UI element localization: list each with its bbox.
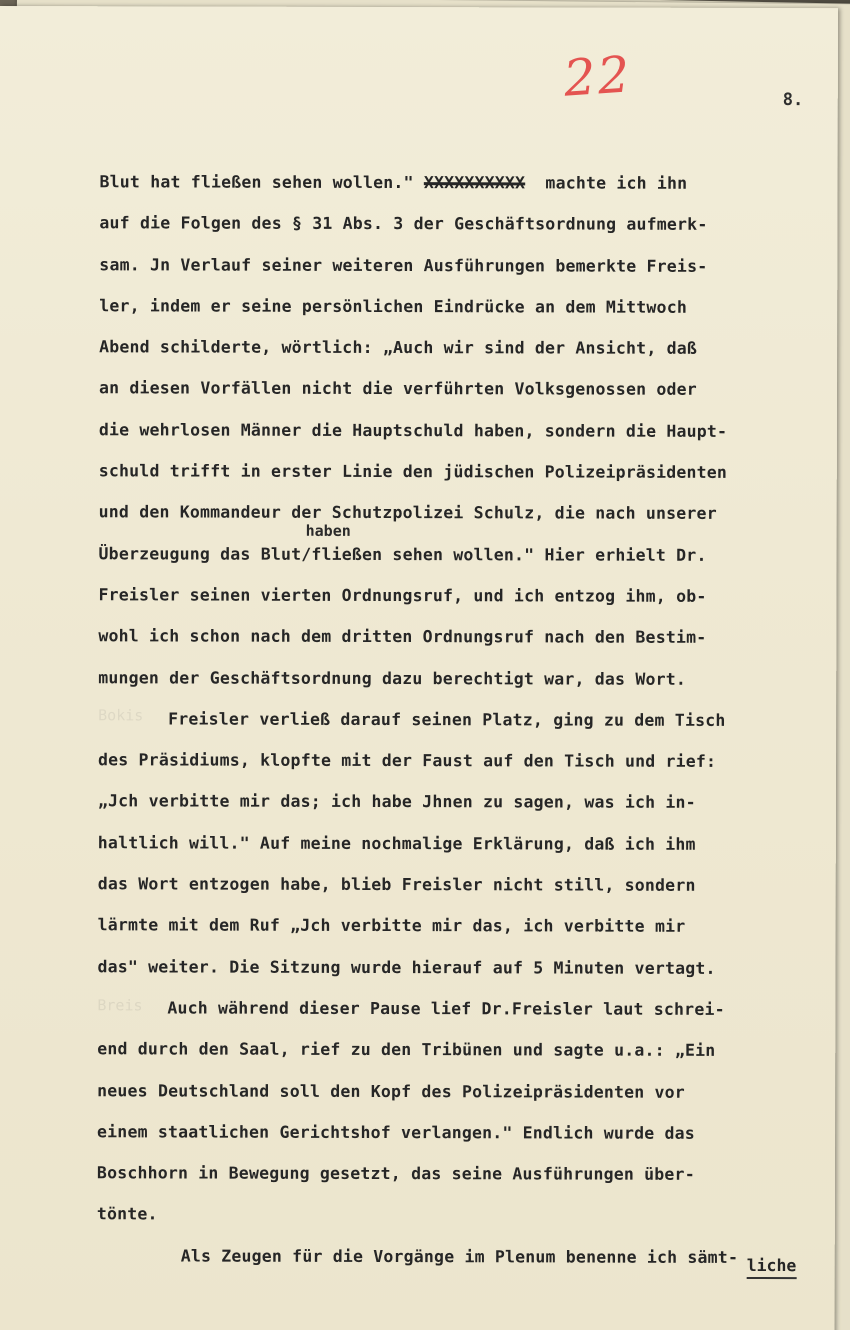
text-line-content: ler, indem er seine persönlichen Eindrücke an dem Mittwoch bbox=[99, 296, 688, 317]
text-line bbox=[97, 987, 847, 1030]
text-line bbox=[99, 244, 849, 287]
text-line bbox=[99, 368, 849, 411]
text-line bbox=[99, 409, 849, 452]
text-line-content: das" weiter. Die Sitzung wurde hierauf auf 5 Minuten vertagt. bbox=[97, 956, 716, 978]
text-line bbox=[99, 492, 849, 535]
text-line-content: lärmte mit dem Ruf „Jch verbitte mir das, ich verbitte mir bbox=[97, 915, 686, 937]
text-line-content: Als Zeugen für die Vorgänge im Plenum benenne ich sämt- bbox=[180, 1246, 739, 1267]
text-line-content: Boschhorn in Bewegung gesetzt, das seine Ausführungen über- bbox=[96, 1163, 695, 1184]
text-line bbox=[99, 161, 849, 204]
text-line-content: wohl ich schon nach dem dritten Ordnungsruf nach den Bestim- bbox=[98, 626, 707, 648]
text-line bbox=[99, 285, 849, 328]
text-line bbox=[98, 739, 848, 782]
text-line bbox=[97, 1235, 847, 1278]
text-line-content: Freisler seinen vierten Ordnungsruf, und ich entzog ihm, ob- bbox=[98, 585, 707, 606]
text-line-content: end durch den Saal, rief zu den Tribünen und sagte u.a.: „Ein bbox=[97, 1039, 716, 1061]
text-line bbox=[97, 1152, 847, 1195]
text-line-content: des Präsidiums, klopfte mit der Faust auf den Tisch und rief: bbox=[98, 750, 717, 772]
typed-body-text bbox=[97, 161, 850, 1278]
catchword: liche bbox=[747, 1256, 797, 1279]
text-line bbox=[98, 657, 848, 700]
text-line bbox=[98, 698, 848, 741]
text-line-content: mungen der Geschäftsordnung dazu berechtigt war, das Wort. bbox=[98, 667, 687, 689]
text-line-content: an diesen Vorfällen nicht die verführten Volksgenossen oder bbox=[98, 378, 697, 400]
text-line-content: das Wort entzogen habe, blieb Freisler nicht still, sondern bbox=[97, 874, 696, 895]
text-line-content: sam. Jn Verlauf seiner weiteren Ausführungen bemerkte Freis- bbox=[99, 254, 708, 276]
text-line bbox=[97, 1111, 847, 1154]
text-line bbox=[98, 863, 848, 906]
text-line bbox=[98, 574, 848, 617]
show-through-bleed: Bokis bbox=[98, 706, 144, 725]
folio-number: 22 bbox=[561, 45, 634, 108]
typewritten-page bbox=[0, 6, 838, 1330]
text-line bbox=[99, 326, 849, 369]
text-line-content: „Jch verbitte mir das; ich habe Jhnen zu sagen, was ich in- bbox=[97, 791, 696, 813]
text-line-content: Überzeugung das Blut/fließen sehen wollen." Hier erhielt Dr. bbox=[98, 543, 707, 565]
text-line-content: und den Kommandeur der Schutzpolizei Schulz, die nach unserer bbox=[98, 502, 717, 524]
page-number: 8. bbox=[782, 90, 804, 111]
text-line-content: die wehrlosen Männer die Hauptschuld haben, sondern die Haupt- bbox=[98, 420, 728, 441]
text-line-content: auf die Folgen des § 31 Abs. 3 der Geschäftsordnung aufmerk- bbox=[99, 213, 708, 235]
text-line-content: Auch während dieser Pause lief Dr.Freisler laut schrei- bbox=[167, 998, 725, 1019]
text-line-content: schuld trifft in erster Linie den jüdischen Polizeipräsidenten bbox=[98, 461, 728, 482]
text-line-continuation: machte ich ihn bbox=[525, 173, 688, 193]
text-line-content: neues Deutschland soll den Kopf des Polizeipräsidenten vor bbox=[97, 1080, 685, 1102]
text-line-content: einem staatlichen Gerichtshof verlangen." Endlich wurde das bbox=[97, 1122, 695, 1143]
struck-out-word: XXXXXXXXXX bbox=[423, 173, 526, 193]
text-line bbox=[97, 946, 847, 989]
text-line-content: haltlich will." Auf meine nochmalige Erklärung, daß ich ihm bbox=[97, 833, 696, 854]
inserted-word: haben bbox=[305, 521, 351, 540]
text-line bbox=[97, 1028, 847, 1071]
text-line-content: Blut hat fließen sehen wollen." bbox=[99, 172, 424, 193]
text-line bbox=[97, 1070, 847, 1113]
text-line bbox=[99, 450, 849, 493]
text-line bbox=[99, 533, 849, 576]
text-line-content: Abend schilderte, wörtlich: „Auch wir sind der Ansicht, daß bbox=[99, 337, 698, 359]
text-line bbox=[98, 905, 848, 948]
text-line bbox=[99, 203, 849, 246]
text-line bbox=[98, 781, 848, 824]
text-line bbox=[98, 616, 848, 659]
text-line bbox=[98, 822, 848, 865]
text-line bbox=[97, 1194, 847, 1237]
show-through-bleed: Breis bbox=[97, 996, 143, 1015]
text-line-content: Freisler verließ darauf seinen Platz, ging zu dem Tisch bbox=[168, 709, 726, 730]
text-line-content: tönte. bbox=[96, 1204, 158, 1224]
